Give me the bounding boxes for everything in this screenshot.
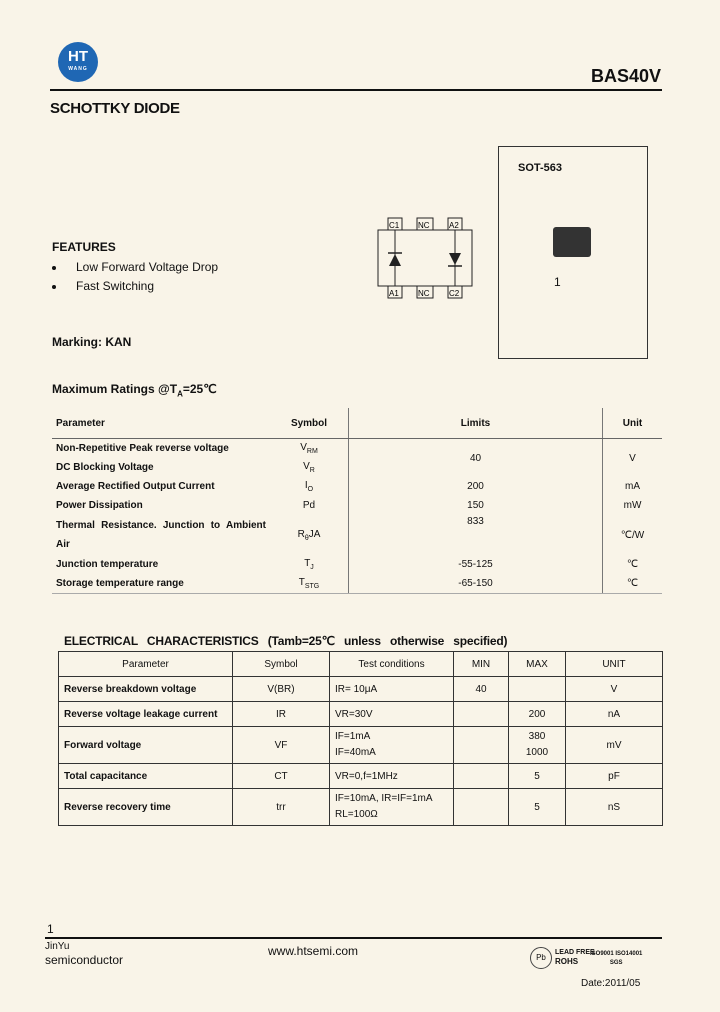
cell-min [454, 727, 509, 764]
cell-symbol: $T_{STG}$ [270, 574, 349, 594]
cell-limit: 150 [349, 496, 603, 515]
col-limits: Limits [349, 408, 603, 439]
cell-limit: -55-125 [349, 555, 603, 574]
company-name: JinYu [45, 941, 70, 952]
table-row [52, 574, 662, 594]
document-date: Date:2011/05 [581, 978, 641, 989]
cell-unit: nA [566, 702, 663, 727]
cell-param: DC Blocking Voltage [56, 462, 154, 473]
table-row [59, 702, 663, 727]
table-row [59, 677, 663, 702]
electrical-heading: ELECTRICAL CHARACTERISTICS (Tamb=25℃ unless otherwise specified) [64, 634, 508, 648]
cell-param: Reverse breakdown voltage [59, 677, 233, 702]
cell-symbol: $V_R$ [303, 461, 315, 474]
sgs-line: SGS [609, 960, 623, 966]
diode1-symbol [389, 254, 401, 266]
logo-text: HT [68, 48, 88, 65]
table-header-row [52, 408, 662, 439]
pinout-diagram [375, 216, 475, 300]
cell-symbol: CT [233, 764, 330, 789]
col-max: MAX [509, 652, 566, 677]
cell-condition [330, 727, 454, 764]
cell-min [454, 702, 509, 727]
cell-unit: ℃/W [603, 515, 663, 555]
cell-limit: 833 [349, 515, 603, 555]
cond-line: IF=1mA [335, 731, 371, 742]
cell-max [509, 677, 566, 702]
cell-param: Reverse voltage leakage current [59, 702, 233, 727]
cond-line: IF=10mA, IR=IF=1mA [335, 793, 433, 804]
col-symbol: Symbol [233, 652, 330, 677]
cell-condition: VR=0,f=1MHz [330, 764, 454, 789]
col-unit: UNIT [566, 652, 663, 677]
cell-unit: nS [566, 789, 663, 826]
cell-limit: -65-150 [349, 574, 603, 594]
iso-line: ISO9001 ISO14001 [590, 951, 643, 957]
max-ratings-heading: Maximum Ratings $@T_A=25℃$ [52, 382, 217, 399]
table-header-row [59, 652, 663, 677]
page-number: 1 [47, 922, 54, 936]
cell-condition: VR=30V [330, 702, 454, 727]
cell-unit: V [566, 677, 663, 702]
pin-label-bottom-2: NC [418, 289, 430, 298]
pin-label-top-1: C1 [389, 221, 400, 230]
cond-line: RL=100Ω [335, 809, 378, 820]
rohs-line: LEAD FREE [555, 949, 595, 956]
pin1-label: 1 [554, 275, 561, 289]
cell-min: 40 [454, 677, 509, 702]
website-link[interactable]: www.htsemi.com [268, 944, 359, 958]
cell-param: Non-Repetitive Peak reverse voltage [56, 443, 229, 454]
rohs-line: ROHS [555, 957, 579, 966]
header-divider [50, 89, 662, 91]
cell-symbol: $R_\theta JA$ [297, 528, 321, 542]
max-line: 1000 [525, 747, 549, 758]
cell-max: 5 [509, 789, 566, 826]
cell-param: Junction temperature [56, 559, 159, 570]
footer-divider [45, 937, 662, 939]
col-parameter: Parameter [59, 652, 233, 677]
table-row [52, 515, 662, 555]
cell-symbol: VF [233, 727, 330, 764]
cell-limit: 40 [349, 439, 603, 478]
company-logo [58, 42, 98, 82]
package-box [498, 146, 648, 359]
col-symbol: Symbol [270, 408, 349, 439]
cell-unit: V [603, 439, 663, 478]
cell-max: 200 [509, 702, 566, 727]
table-row [52, 555, 662, 574]
table-row [52, 477, 662, 496]
cell-param: Forward voltage [59, 727, 233, 764]
cell-symbol: V(BR) [233, 677, 330, 702]
company-subname: semiconductor [45, 953, 124, 967]
cell-unit: ℃ [603, 555, 663, 574]
cell-limit: 200 [349, 477, 603, 496]
marking-text: Marking: KAN [52, 335, 132, 349]
table-row [52, 439, 662, 459]
pin-label-bottom-3: C2 [449, 289, 460, 298]
feature-text: Low Forward Voltage Drop [76, 260, 219, 274]
logo-subtext: WANG [68, 66, 88, 72]
max-line: 380 [528, 731, 546, 742]
cell-symbol: $I_O$ [304, 480, 314, 493]
diode2-symbol [449, 253, 461, 265]
cell-param: Total capacitance [59, 764, 233, 789]
rohs-badge [555, 948, 595, 966]
cell-unit: mW [603, 496, 663, 515]
cell-unit: mV [566, 727, 663, 764]
col-parameter: Parameter [52, 408, 270, 439]
table-row [52, 496, 662, 515]
max-ratings-table [52, 408, 662, 594]
cell-min [454, 764, 509, 789]
table-row [59, 764, 663, 789]
feature-text: Fast Switching [76, 279, 155, 293]
lead-free-icon: Pb [530, 947, 552, 969]
cell-max [509, 727, 566, 764]
cell-min [454, 789, 509, 826]
cell-unit: pF [566, 764, 663, 789]
cell-unit: mA [603, 477, 663, 496]
pin-label-bottom-1: A1 [389, 289, 399, 298]
feature-item [52, 260, 218, 274]
col-unit: Unit [603, 408, 663, 439]
part-number: BAS40V [590, 66, 661, 86]
cond-line: IF=40mA [335, 747, 376, 758]
package-name: SOT-563 [518, 162, 563, 174]
iso-badge [590, 950, 642, 968]
cell-condition [330, 789, 454, 826]
cell-symbol: $V_{RM}$ [300, 442, 318, 455]
pin-label-top-3: A2 [449, 221, 459, 230]
features-heading: FEATURES [52, 240, 116, 254]
cell-max: 5 [509, 764, 566, 789]
package-chip-image [553, 227, 591, 257]
cell-symbol: $T_J$ [304, 558, 314, 571]
table-row [59, 727, 663, 764]
feature-item [52, 279, 154, 293]
table-row [59, 789, 663, 826]
cell-condition: IR= 10μA [330, 677, 454, 702]
cell-param: Thermal Resistance. Junction to Ambient Air [56, 520, 266, 550]
cell-symbol: IR [233, 702, 330, 727]
cell-param: Average Rectified Output Current [56, 481, 215, 492]
cell-symbol: Pd [302, 500, 316, 511]
cell-symbol: trr [233, 789, 330, 826]
pin-label-top-2: NC [418, 221, 430, 230]
electrical-table [58, 651, 663, 826]
cell-param: Storage temperature range [52, 574, 270, 594]
cell-param: Power Dissipation [56, 500, 143, 511]
page-title: SCHOTTKY DIODE [50, 100, 180, 117]
col-min: MIN [454, 652, 509, 677]
cell-param: Reverse recovery time [59, 789, 233, 826]
cell-unit: ℃ [603, 574, 663, 594]
col-conditions: Test conditions [330, 652, 454, 677]
